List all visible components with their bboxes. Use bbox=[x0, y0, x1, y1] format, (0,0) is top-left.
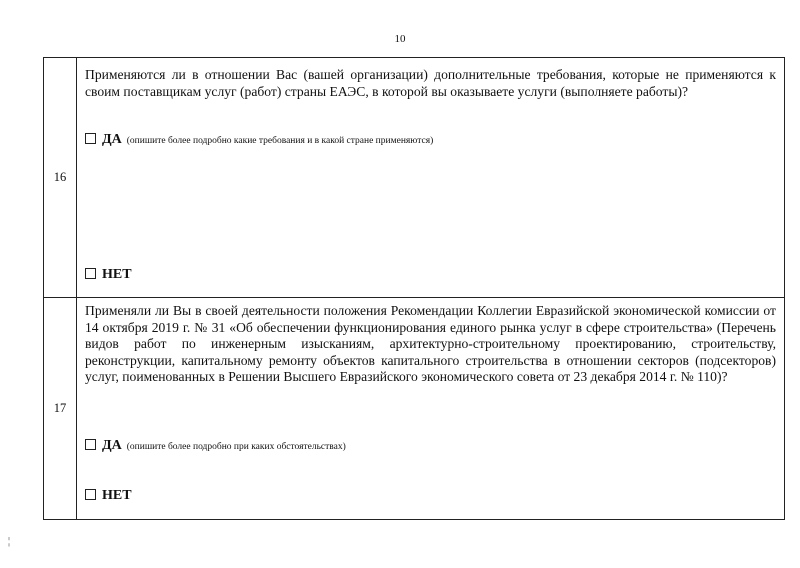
question-text: Применяются ли в отношении Вас (вашей организации) дополнительные требования, которые не применяются к своим поставщикам услуг (работ) страны ЕАЭС, в которой вы оказываете услуги (выполняете работы)? bbox=[85, 67, 776, 99]
no-label: НЕТ bbox=[102, 488, 132, 503]
no-option[interactable] bbox=[85, 488, 137, 504]
table-row bbox=[44, 58, 785, 298]
yes-hint: (опишите более подробно при каких обстоятельствах) bbox=[126, 442, 346, 452]
yes-option[interactable] bbox=[85, 132, 433, 148]
page-number: 10 bbox=[394, 33, 406, 45]
checkbox[interactable] bbox=[85, 133, 96, 144]
no-option[interactable] bbox=[85, 267, 137, 283]
question-number: 16 bbox=[44, 58, 77, 298]
question-text: Применяли ли Вы в своей деятельности положения Рекомендации Коллегии Евразийской экономической комиссии от 14 октября 2019 г. № 31 «Об обеспечении функционирования единого рынка услуг в сфере строительства» (Перечень видов работ по инженерным изысканиям, архитектурно-строительному проектированию, строительству, реконструкции, капитальному ремонту объектов капитального строительства в отношении секторов (подсекторов) услуг, поименованных в Решении Высшего Евразийского экономического совета от 23 декабря 2014 г. № 110)? bbox=[85, 303, 776, 384]
yes-option[interactable] bbox=[85, 438, 346, 454]
checkbox[interactable] bbox=[85, 489, 96, 500]
margin-mark: ¦ bbox=[8, 536, 11, 547]
yes-hint: (опишите более подробно какие требования и в какой стране применяются) bbox=[126, 136, 434, 146]
no-label: НЕТ bbox=[102, 267, 132, 282]
yes-label: ДА bbox=[102, 438, 122, 453]
checkbox[interactable] bbox=[85, 439, 96, 450]
questionnaire-table bbox=[43, 57, 785, 520]
table-row bbox=[44, 298, 785, 520]
question-cell bbox=[77, 58, 785, 298]
question-cell bbox=[77, 298, 785, 520]
yes-label: ДА bbox=[102, 132, 122, 147]
question-number: 17 bbox=[44, 298, 77, 520]
checkbox[interactable] bbox=[85, 268, 96, 279]
